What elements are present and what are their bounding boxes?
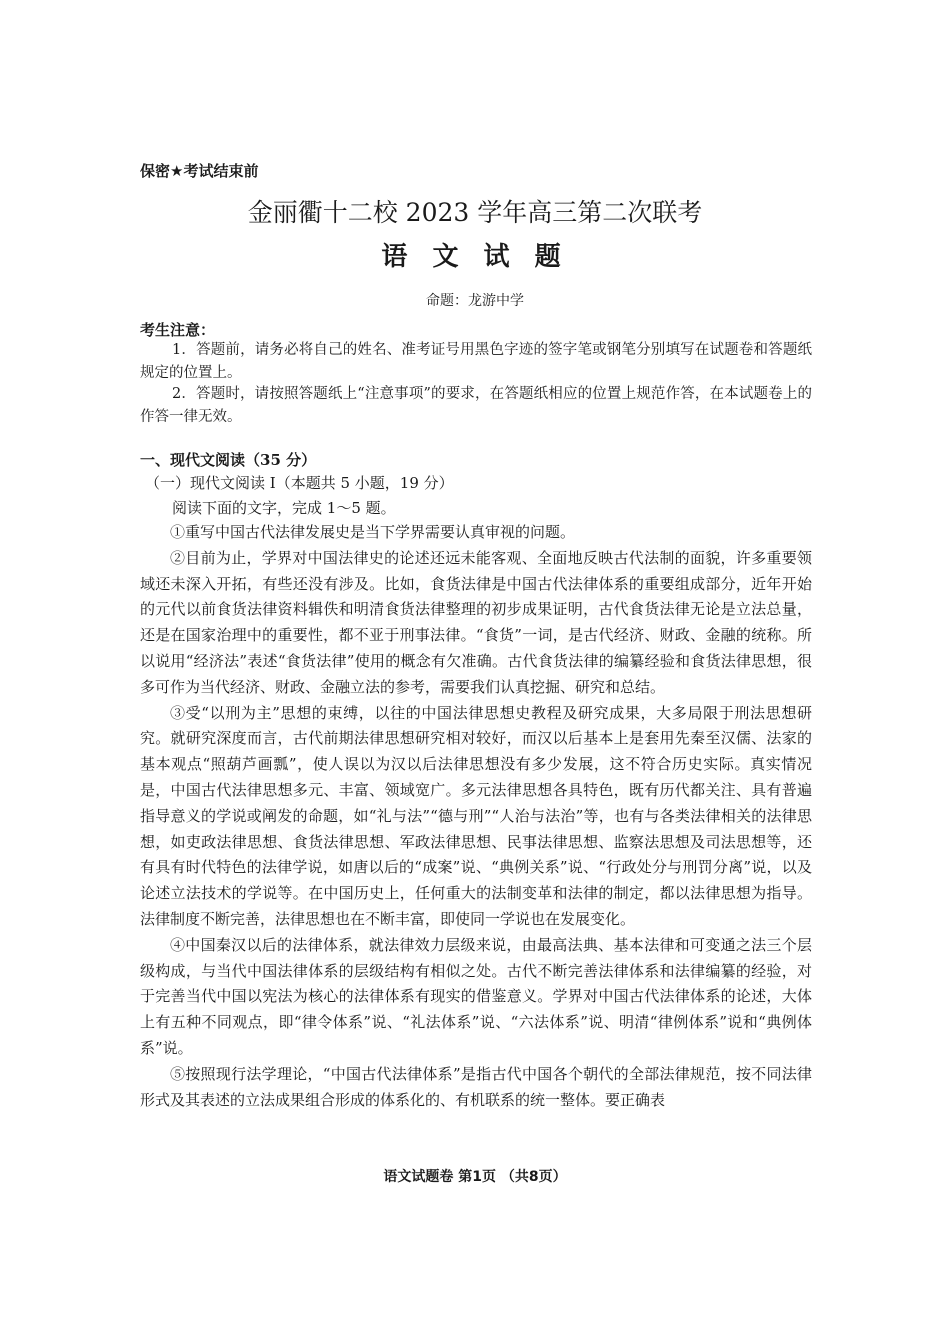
passage-paragraph: ①重写中国古代法律发展史是当下学界需要认真审视的问题。 (170, 523, 576, 541)
section-title: 一、现代文阅读（35 分） (140, 451, 317, 469)
reading-instruction: 阅读下面的文字，完成 1～5 题。 (172, 499, 396, 517)
passage-paragraph: ⑤按照现行法学理论，“中国古代法律体系”是指古代中国各个朝代的全部法律规范，按不同法律形式及其表述的立法成果组合形成的体系化的、有机联系的统一整体。要正确表 (140, 1064, 812, 1109)
notice-title: 考生注意： (140, 321, 216, 339)
author-line: 命题：龙游中学 (426, 293, 524, 309)
exam-title: 金丽衢十二校 2023 学年高三第二次联考 (247, 198, 703, 227)
subsection-title: （一）现代文阅读 I（本题共 5 小题，19 分） (145, 474, 454, 492)
passage-paragraph: ②目前为止，学界对中国法律史的论述还远未能客观、全面地反映古代法制的面貌，许多重要领域还未深入开拓，有些还没有涉及。比如，食货法律是中国古代法律体系的重要组成部分，近年开始的元代以前食货法律资料辑佚和明清食货法律整理的初步成果证明，古代食货法律无论是立法总量，还是在国家治理中的重要性，都不亚于刑事法律。“食货”一词，是古代经济、财政、金融的统称。所以说用“经济法”表述“食货法律”使用的概念有欠准确。古代食货法律的编纂经验和食货法律思想，很多可作为当代经济、财政、金融立法的参考，需要我们认真挖掘、研究和总结。 (140, 548, 812, 696)
notice-item: 1．答题前，请务必将自己的姓名、准考证号用黑色字迹的签字笔或钢笔分别填写在试题卷和答题纸规定的位置上。 (140, 342, 812, 381)
passage-paragraph: ④中国秦汉以后的法律体系，就法律效力层级来说，由最高法典、基本法律和可变通之法三个层级构成，与当代中国法律体系的层级结构有相似之处。古代不断完善法律体系和法律编纂的经验，对于完善当代中国以宪法为核心的法律体系有现实的借鉴意义。学界对中国古代法律体系的论述，大体上有五种不同观点，即“律令体系”说、“礼法体系”说、“六法体系”说、明清“律例体系”说和“典例体系”说。 (140, 935, 812, 1057)
passage-paragraph: ③受“以刑为主”思想的束缚，以往的中国法律思想史教程及研究成果，大多局限于刑法思想研究。就研究深度而言，古代前期法律思想研究相对较好，而汉以后基本上是套用先秦至汉儒、法家的基本观点“照葫芦画瓢”，使人误以为汉以后法律思想没有多少发展，这不符合历史实际。真实情况是，中国古代法律思想多元、丰富、领域宽广。多元法律思想各具特色，既有历代都关注、具有普遍指导意义的学说或阐发的命题，如“礼与法”“德与刑”“人治与法治”等，也有与各类法律相关的法律思想，如吏政法律思想、食货法律思想、军政法律思想、民事法律思想、监察法思想及司法思想等，还有具有时代特色的法律学说，如唐以后的“成案”说、“典例关系”说、“行政处分与刑罚分离”说，以及论述立法技术的学说等。在中国历史上，任何重大的法制变革和法律的制定，都以法律思想为指导。法律制度不断完善，法律思想也在不断丰富，即使同一学说也在发展变化。 (140, 703, 812, 928)
confidential-label: 保密★考试结束前 (140, 162, 259, 180)
subject-title: 语 文 试 题 (381, 242, 569, 272)
reading-passage (140, 520, 812, 1113)
notice-item: 2．答题时，请按照答题纸上“注意事项”的要求，在答题纸相应的位置上规范作答，在本试题卷上的作答一律无效。 (140, 386, 812, 425)
page-footer: 语文试题卷 第1页 （共8页） (383, 1169, 567, 1185)
